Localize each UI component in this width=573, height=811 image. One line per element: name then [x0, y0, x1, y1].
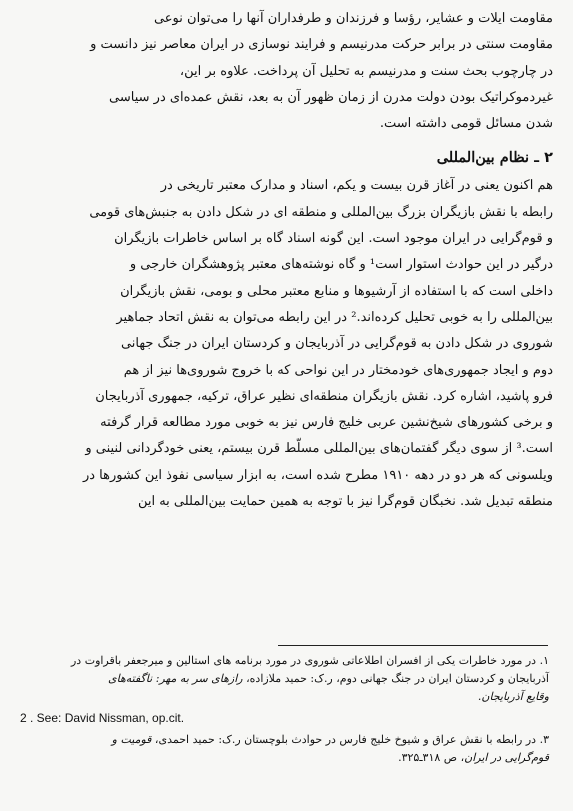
text-line: هم اکنون یعنی در آغاز قرن بیست و یکم، اسناد و مدارک معتبر تاریخی در [160, 178, 553, 194]
body-paragraph [20, 173, 553, 515]
footnote-2: 2 . See: David Nissman, op.cit. [20, 711, 185, 725]
intro-paragraph [20, 6, 553, 137]
footnote-1 [20, 652, 549, 706]
text-line: داخلی است که با استفاده از آرشیوها و منابع معتبر محلی و بومی، نقش بازیگران [120, 283, 553, 299]
text-line: و برخی کشورهای شیخ‌نشین عربی خلیج فارس نیز به خوبی مورد مطالعه قرار گرفته [100, 415, 553, 431]
text-line: در چارچوب بحث سنت و مدرنیسم به تحلیل آن پرداخت. علاوه بر این، [179, 63, 553, 79]
footnote-3-book-title: قومیت و [111, 733, 152, 746]
text-line: بین‌المللی را به خوبی تحلیل کرده‌اند.² در این رابطه می‌توان به نقش اتحاد جماهیر [116, 309, 553, 325]
text-line: فرو پاشید، اشاره کرد. نقش بازیگران منطقه‌ای نظیر عراق، ترکیه، جمهوری آذربایجان [95, 388, 553, 404]
text-line: دوم و ایجاد جمهوری‌های خودمختار در این نواحی که با خروج شوروی‌ها نیز از هم [123, 362, 553, 378]
footnotes [20, 652, 549, 770]
footnote-1-line-2: آذربایجان و کردستان ایران در جنگ جهانی دوم، ر.ک: حمید ملازاده، [242, 672, 549, 685]
footnote-3-line-1: ۳. در رابطه با نقش عراق و شیوخ خلیج فارس در حوادث بلوچستان ر.ک: حمید احمدی، [151, 733, 549, 746]
text-line: منطقه تبدیل شد. نخبگان قوم‌گرا نیز با توجه به همین حمایت بین‌المللی به این [137, 494, 553, 510]
footnote-divider [278, 645, 548, 646]
footnote-3-pages: ، ص ۳۱۸ـ۳۲۵. [398, 751, 465, 764]
section-title: نظام بین‌المللی [436, 149, 530, 167]
text-line: مقاومت ایلات و عشایر، رؤسا و فرزندان و طرفداران آنها را می‌توان نوعی [153, 11, 553, 26]
footnote-1-book-title-cont: وقایع آذربایجان. [477, 690, 549, 703]
text-line: غیردموکراتیک بودن دولت مدرن از زمان ظهور آن به بعد، نقش عمده‌ای در سیاسی [109, 89, 553, 105]
text-line: شوروی در شکل دادن به قوم‌گرایی در آذربایجان و کردستان ایران در جنگ جهانی [120, 336, 553, 352]
section-heading [20, 145, 553, 171]
text-line: ویلسونی که هر دو در دهه ۱۹۱۰ مطرح شده است، به ابزار سیاسی نفوذ این کشورها در [82, 467, 553, 483]
text-line: شدن مسائل قومی داشته است. [379, 116, 553, 132]
footnote-1-book-title: رازهای سر به مهر: ناگفته‌های [108, 672, 243, 685]
section-number: ۲ ـ [534, 150, 553, 167]
text-line: درگیر در این حوادث استوار است¹ و گاه نوشته‌های معتبر پژوهشگران خارجی و [129, 257, 553, 273]
text-line: رابطه با نقش بازیگران بزرگ بین‌المللی و منطقه ای در شکل دادن به جنبش‌های قومی [89, 204, 553, 220]
footnote-1-line-1: ۱. در مورد خاطرات یکی از افسران اطلاعاتی شوروی در مورد برنامه های استالین و میرجعفر باقراوت در [71, 654, 549, 667]
text-line: و قوم‌گرایی در ایران موجود است. این گونه اسناد گاه بر اساس خاطرات بازیگران [114, 231, 553, 247]
footnote-3-book-title-cont: قوم‌گرایی در ایران [464, 751, 549, 764]
text-line: مقاومت سنتی در برابر حرکت مدرنیسم و فرایند نوسازی در ایران معاصر نیز دانست و [90, 37, 553, 53]
footnote-3 [20, 731, 549, 767]
text-line: است.³ از سوی دیگر گفتمان‌های بین‌المللی مسلّط قرن بیستم، یعنی خودگردانی لنینی و [85, 441, 553, 457]
